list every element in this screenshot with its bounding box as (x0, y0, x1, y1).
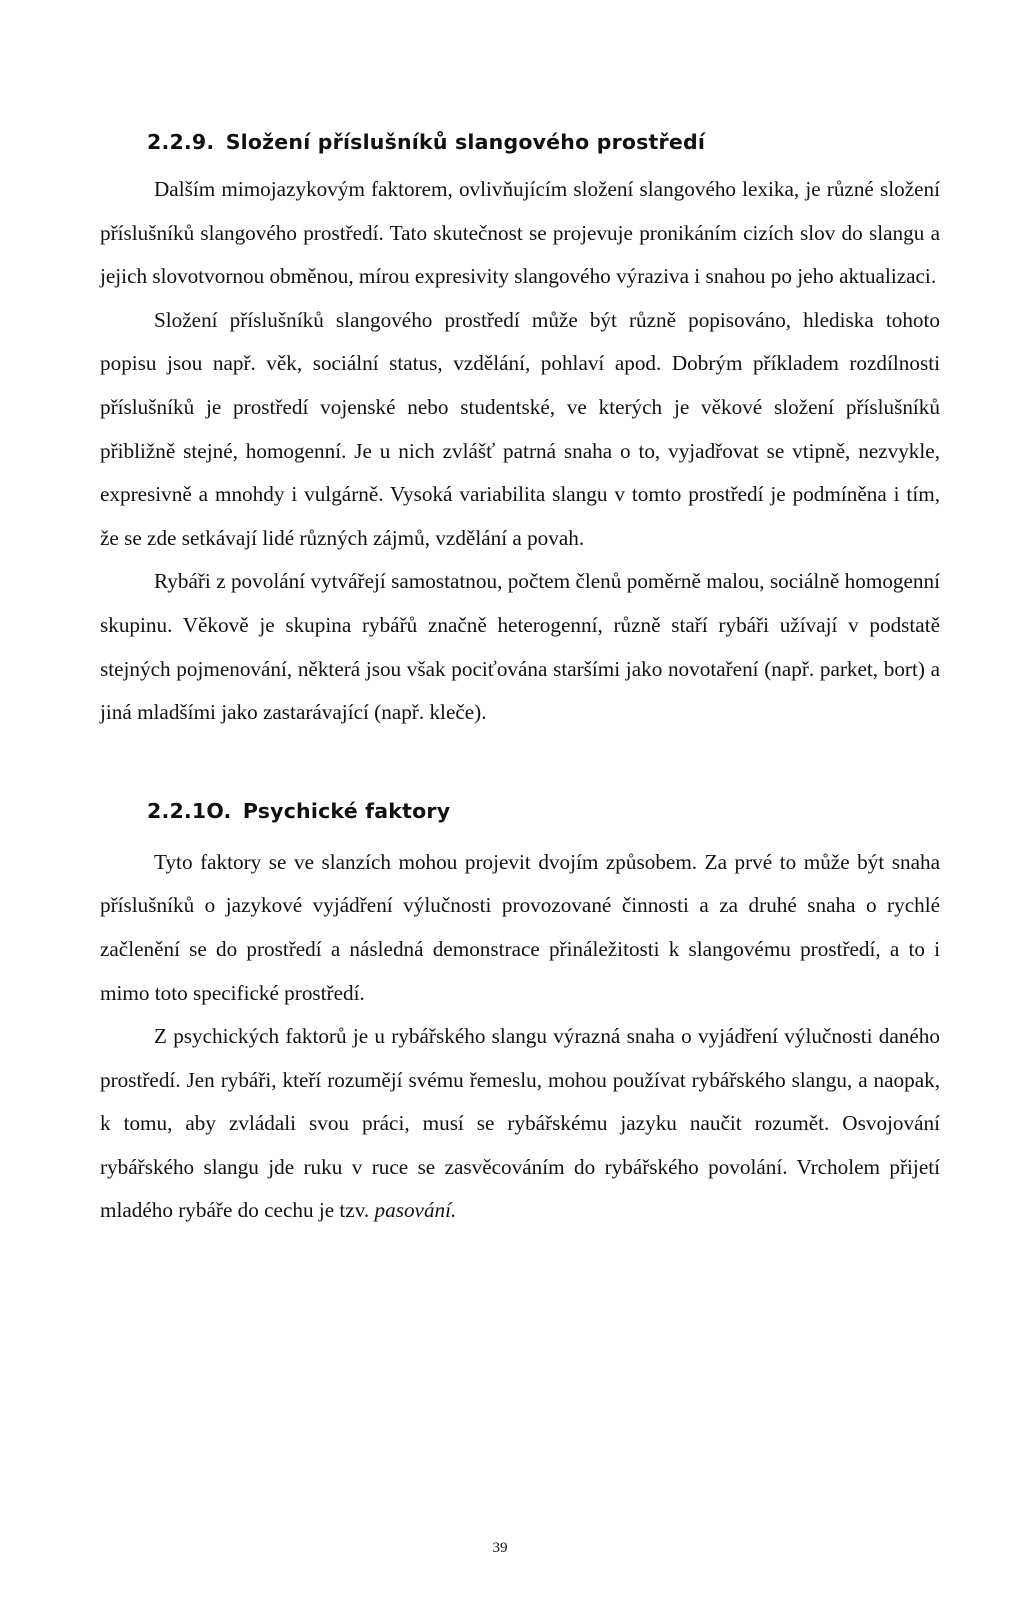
paragraph (100, 1015, 940, 1233)
page-number: 39 (492, 1540, 508, 1556)
paragraph: Složení příslušníků slangového prostředí může být různě popisováno, hlediska tohoto popisu jsou např. věk, sociální status, vzdělání, pohlaví apod. Dobrým příkladem rozdílnosti příslušníků je prostředí vojenské nebo studentské, ve kterých je věkové složení příslušníků přibližně stejné, homogenní. Je u nich zvlášť patrná snaha o to, vyjadřovat se vtipně, nezvykle, expresivně a mnohdy i vulgárně. Vysoká variabilita slangu v tomto prostředí je podmíněna i tím, že se zde setkávají lidé různých zájmů, vzdělání a povah. (100, 307, 940, 550)
section-number: 2.2.9. (147, 130, 215, 154)
section-composition (100, 130, 940, 735)
section-heading (147, 130, 940, 154)
italic-term: pasování. (374, 1198, 457, 1223)
paragraph: Rybáři z povolání vytvářejí samostatnou, počtem členů poměrně malou, sociálně homogenní skupinu. Věkově je skupina rybářů značně heterogenní, různě staří rybáři užívají v podstatě stejných pojmenování, některá jsou však pociťována staršími jako novotaření (např. parket, bort) a jiná mladšími jako zastarávající (např. kleče). (100, 569, 940, 725)
paragraph: Dalším mimojazykovým faktorem, ovlivňujícím složení slangového lexika, je různé složení příslušníků slangového prostředí. Tato skutečnost se projevuje pronikáním cizích slov do slangu a jejich slovotvornou obměnou, mírou expresivity slangového výraziva i snahou po jeho aktualizaci. (100, 177, 940, 289)
paragraph: Tyto faktory se ve slanzích mohou projevit dvojím způsobem. Za prvé to může být snaha příslušníků o jazykové vyjádření výlučnosti provozované činnosti a za druhé snaha o rychlé začlenění se do prostředí a následná demonstrace přináležitosti k slangovému prostředí, a to i mimo toto specifické prostředí. (100, 849, 940, 1005)
document-page (100, 130, 940, 1233)
section-psychic-factors (100, 799, 940, 1233)
section-number: 2.2.1O. (147, 798, 232, 823)
paragraph-text: Z psychických faktorů je u rybářského slangu výrazná snaha o vyjádření výlučnosti daného prostředí. Jen rybáři, kteří rozumějí svému řemeslu, mohou používat rybářského slangu, a naopak, k tomu, aby zvládali svou práci, musí se rybářskému jazyku naučit rozumět. Osvojování rybářského slangu jde ruku v ruce se zasvěcováním do rybářského povolání. Vrcholem přijetí mladého rybáře do cechu je tzv. (100, 1024, 940, 1223)
section-title: Složení příslušníků slangového prostředí (225, 130, 706, 154)
section-heading (147, 799, 940, 823)
section-title: Psychické faktory (242, 798, 451, 823)
